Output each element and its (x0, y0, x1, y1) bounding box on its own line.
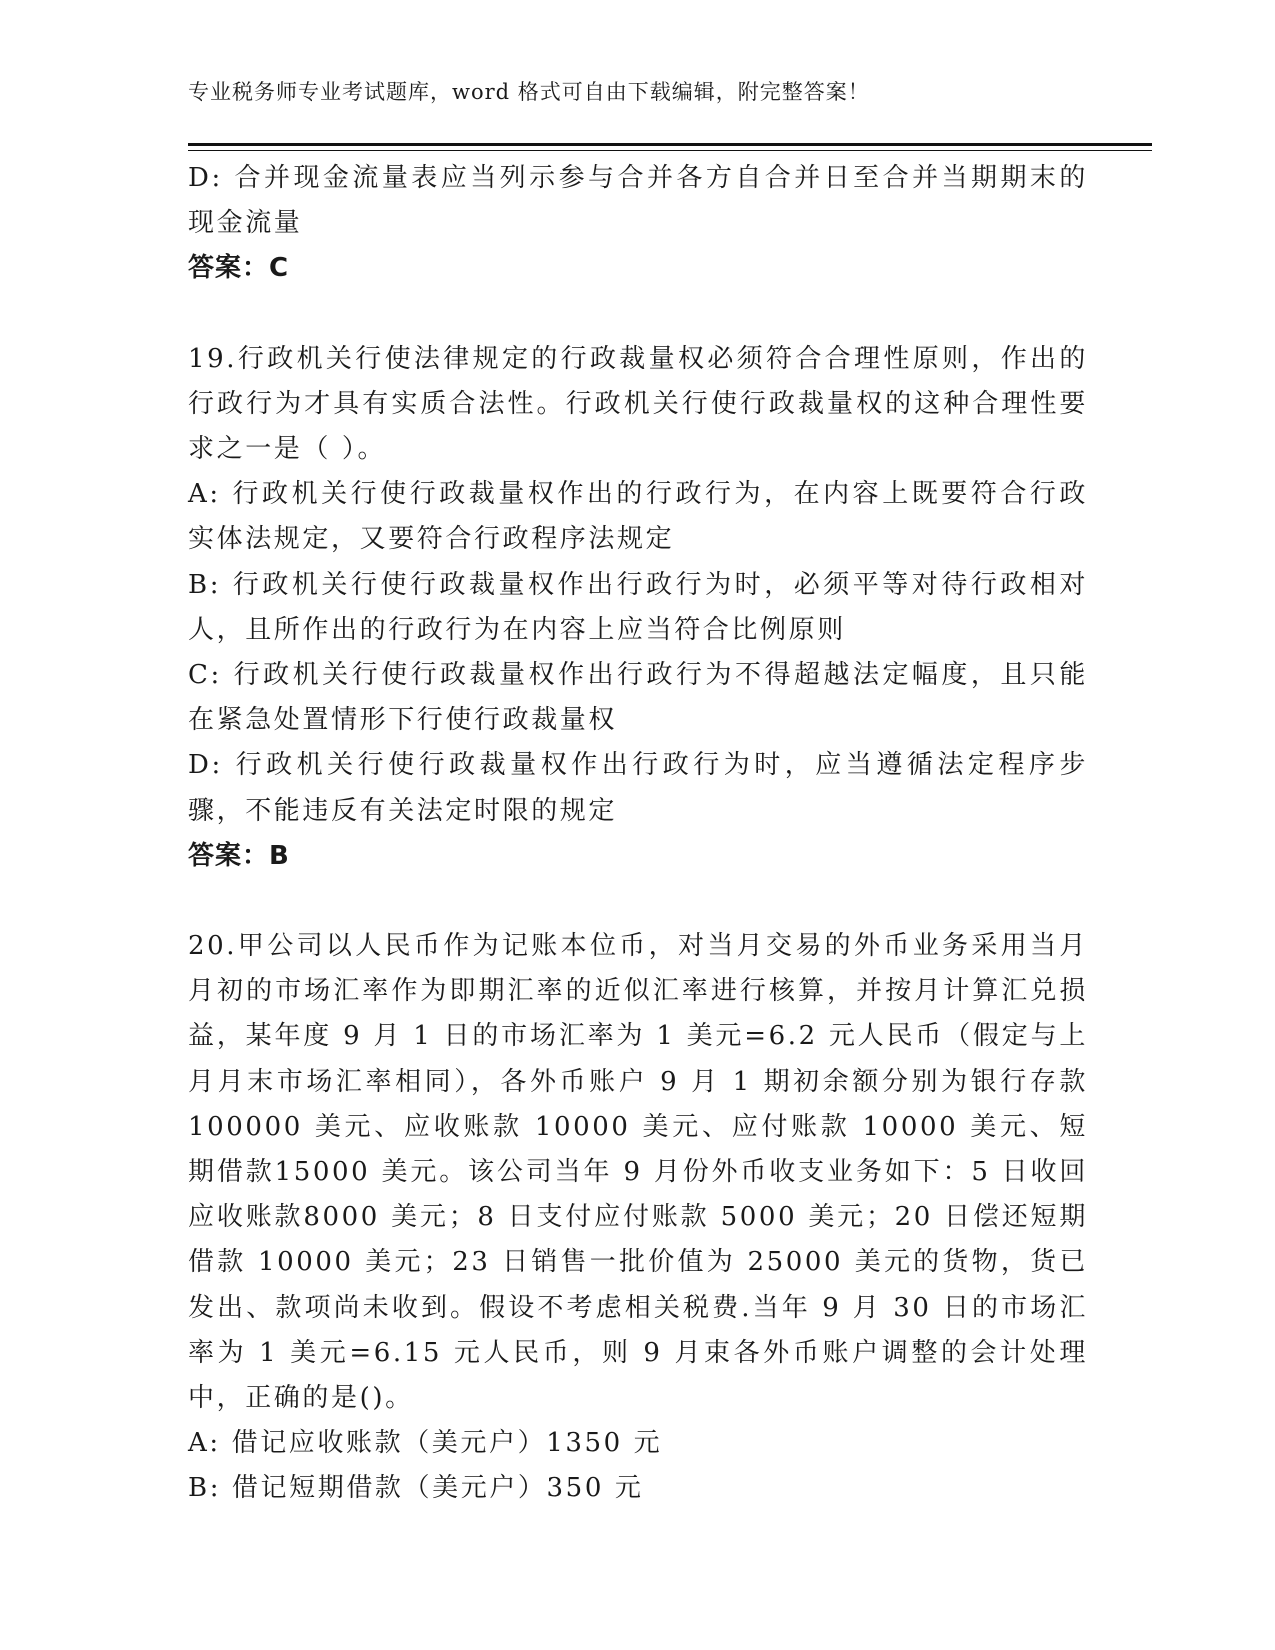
q20-stem: 20.甲公司以人民币作为记账本位币，对当月交易的外币业务采用当月月初的市场汇率作为即期汇率的近似汇率进行核算，并按月计算汇兑损益，某年度 9 月 1 日的市场汇率为 1 美元=6.2 元人民币（假定与上月月末市场汇率相同），各外币账户 9 月 1 期初余额分别为银行存款100000 美元、应收账款 10000 美元、应付账款 10000 美元、短期借款15000 美元。该公司当年 9 月份外币收支业务如下：5 日收回应收账款8000 美元；8 日支付应付账款 5000 美元；20 日偿还短期借款 10000 美元；23 日销售一批价值为 25000 美元的货物，货已发出、款项尚未收到。假设不考虑相关税费.当年 9 月 30 日的市场汇率为 1 美元=6.15 元人民币，则 9 月束各外币账户调整的会计处理中，正确的是()。 (188, 931, 1088, 1414)
header-rule-thick (188, 143, 1152, 146)
q18-option-d: D: 合并现金流量表应当列示参与合并各方自合并日至合并当期期末的现金流量 (188, 163, 1088, 239)
q19-answer: 答案：B (188, 840, 290, 871)
q19-option-d: D: 行政机关行使行政裁量权作出行政行为时，应当遵循法定程序步骤，不能违反有关法定时限的规定 (188, 750, 1088, 826)
q19-stem: 19.行政机关行使法律规定的行政裁量权必须符合合理性原则，作出的行政行为才具有实质合法性。行政机关行使行政裁量权的这种合理性要求之一是（ ）。 (188, 343, 1088, 465)
spacer (188, 879, 1088, 924)
spacer (188, 292, 1088, 337)
q18-answer: 答案：C (188, 253, 290, 284)
question-18-tail (188, 156, 1088, 292)
header-rule-thin (188, 150, 1152, 151)
q19-option-c: C: 行政机关行使行政裁量权作出行政行为不得超越法定幅度，且只能在紧急处置情形下行使行政裁量权 (188, 660, 1088, 736)
q19-option-a: A: 行政机关行使行政裁量权作出的行政行为，在内容上既要符合行政实体法规定，又要符合行政程序法规定 (188, 479, 1088, 555)
q20-option-b: B: 借记短期借款（美元户）350 元 (188, 1473, 644, 1504)
q19-option-b: B: 行政机关行使行政裁量权作出行政行为时，必须平等对待行政相对人，且所作出的行政行为在内容上应当符合比例原则 (188, 569, 1088, 645)
page-header: 专业税务师专业考试题库，word 格式可自由下载编辑，附完整答案！ (188, 80, 870, 104)
question-20 (188, 924, 1088, 1512)
document-body (188, 156, 1088, 1512)
q20-option-a: A: 借记应收账款（美元户）1350 元 (188, 1428, 663, 1459)
question-19 (188, 337, 1088, 879)
